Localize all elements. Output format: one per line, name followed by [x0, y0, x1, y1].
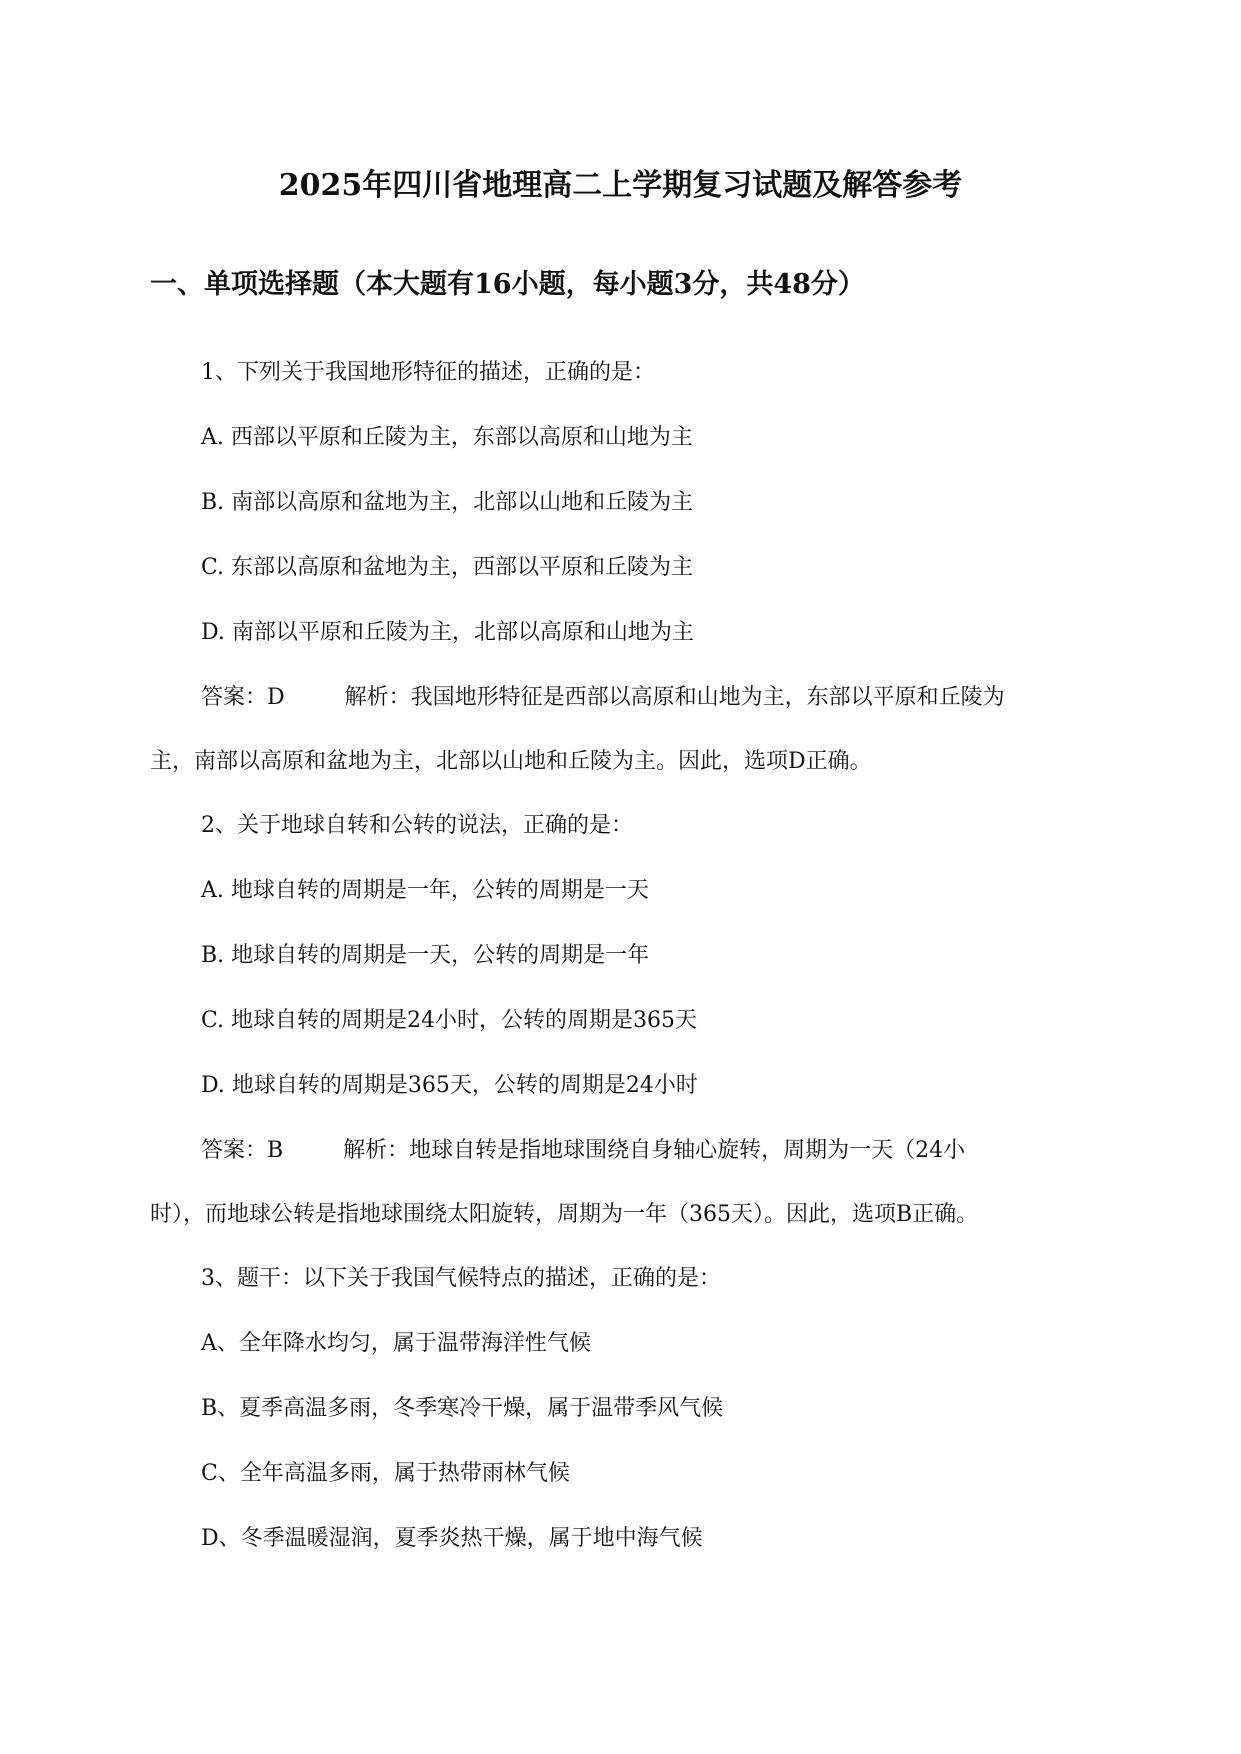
question-2-option-c: C. 地球自转的周期是24小时，公转的周期是365天 — [201, 1008, 698, 1033]
question-2-analysis-part1: 解析：地球自转是指地球围绕自身轴心旋转，周期为一天（24小 — [343, 1138, 966, 1163]
question-1-stem: 1、下列关于我国地形特征的描述，正确的是： — [201, 360, 655, 385]
question-3-option-a: A、全年降水均匀，属于温带海洋性气候 — [201, 1331, 591, 1356]
question-1-analysis-part2: 主，南部以高原和盆地为主，北部以山地和丘陵为主。因此，选项D正确。 — [150, 749, 872, 774]
document-title: 2025年四川省地理高二上学期复习试题及解答参考 — [278, 168, 963, 203]
question-3-option-b: B、夏季高温多雨，冬季寒冷干燥，属于温带季风气候 — [201, 1396, 724, 1421]
question-2-answer-line — [201, 1133, 965, 1164]
question-1-analysis-part1: 解析：我国地形特征是西部以高原和山地为主，东部以平原和丘陵为 — [344, 685, 1005, 710]
question-2-stem: 2、关于地球自转和公转的说法，正确的是： — [201, 813, 633, 838]
question-3-option-c: C、全年高温多雨，属于热带雨林气候 — [201, 1461, 570, 1486]
section-heading: 一、单项选择题（本大题有16小题，每小题3分，共48分） — [150, 269, 865, 300]
question-1-option-b: B. 南部以高原和盆地为主，北部以山地和丘陵为主 — [201, 490, 694, 515]
question-2-option-a: A. 地球自转的周期是一年，公转的周期是一天 — [201, 878, 649, 903]
question-2-answer: 答案：B — [201, 1138, 284, 1163]
question-1-option-d: D. 南部以平原和丘陵为主，北部以高原和山地为主 — [201, 620, 694, 645]
question-1-answer-line — [201, 680, 1005, 711]
question-1-option-a: A. 西部以平原和丘陵为主，东部以高原和山地为主 — [201, 425, 693, 450]
question-1-answer: 答案：D — [201, 685, 285, 710]
question-3-option-d: D、冬季温暖湿润，夏季炎热干燥，属于地中海气候 — [201, 1526, 703, 1551]
question-2-option-b: B. 地球自转的周期是一天，公转的周期是一年 — [201, 943, 650, 968]
question-1-option-c: C. 东部以高原和盆地为主，西部以平原和丘陵为主 — [201, 555, 694, 580]
question-2-option-d: D. 地球自转的周期是365天，公转的周期是24小时 — [201, 1073, 698, 1098]
question-3-stem: 3、题干：以下关于我国气候特点的描述，正确的是： — [201, 1266, 721, 1291]
question-2-analysis-part2: 时），而地球公转是指地球围绕太阳旋转，周期为一年（365天）。因此，选项B正确。 — [150, 1202, 979, 1227]
